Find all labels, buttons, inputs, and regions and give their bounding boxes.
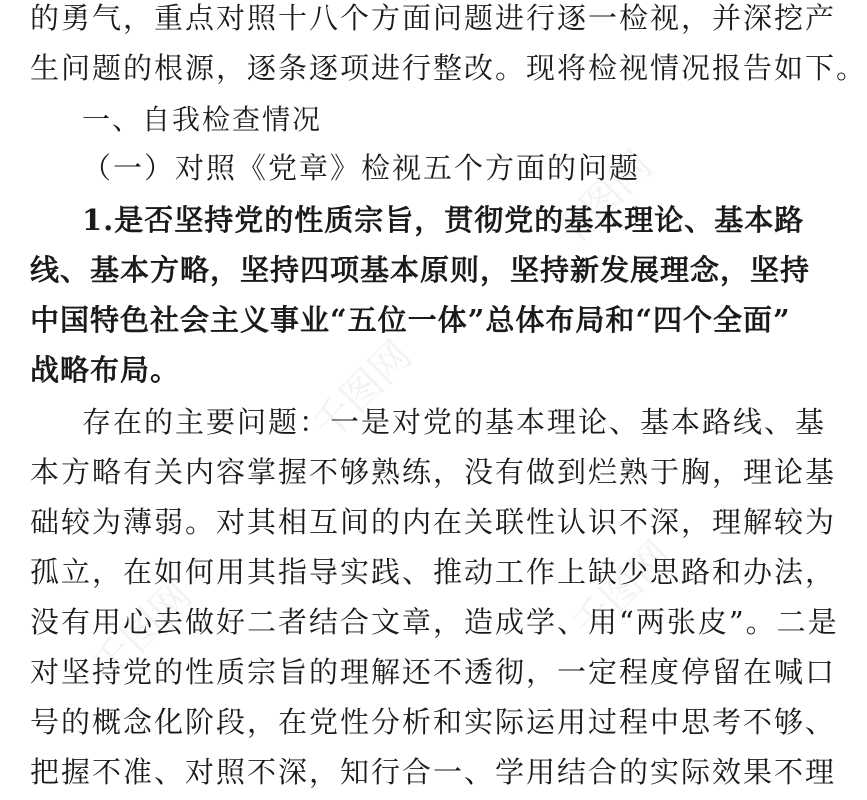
paragraph-line: 础较为薄弱。对其相互间的内在关联性认识不深，理解较为	[30, 505, 837, 539]
watermark: 千图网	[543, 142, 662, 260]
paragraph-line: 的勇气，重点对照十八个方面问题进行逐一检视，并深挖产	[30, 1, 837, 35]
section-heading: 一、自我检查情况	[82, 103, 323, 136]
paragraph-line: 存在的主要问题：一是对党的基本理论、基本路线、基	[82, 405, 827, 439]
paragraph-line: 号的概念化阶段，在党性分析和实际运用过程中思考不够、	[30, 705, 837, 739]
paragraph-line: 对坚持党的性质宗旨的理解还不透彻，一定程度停留在喊口	[30, 655, 837, 689]
paragraph-line: 孤立，在如何用其指导实践、推动工作上缺少思路和办法，	[30, 555, 837, 589]
watermark: 千图网	[83, 572, 202, 690]
subsection-heading: （一）对照《党章》检视五个方面的问题	[82, 151, 641, 185]
item-heading-line: 线、基本方略，坚持四项基本原则，坚持新发展理念，坚持	[30, 253, 811, 287]
item-heading-line: 中国特色社会主义事业“五位一体”总体布局和“四个全面”	[30, 303, 791, 337]
item-heading-line: 战略布局。	[30, 353, 181, 387]
watermark: 千图网	[303, 332, 422, 450]
watermark: 千图网	[563, 532, 682, 650]
paragraph-line: 生问题的根源，逐条逐项进行整改。现将检视情况报告如下。	[30, 51, 867, 85]
paragraph-line: 把握不准、对照不深，知行合一、学用结合的实际效果不理	[30, 755, 837, 789]
item-heading-line: 1.是否坚持党的性质宗旨，贯彻党的基本理论、基本路	[82, 203, 805, 237]
paragraph-line: 没有用心去做好二者结合文章，造成学、用“两张皮”。二是	[30, 605, 839, 639]
paragraph-line: 本方略有关内容掌握不够熟练，没有做到烂熟于胸，理论基	[30, 455, 837, 489]
